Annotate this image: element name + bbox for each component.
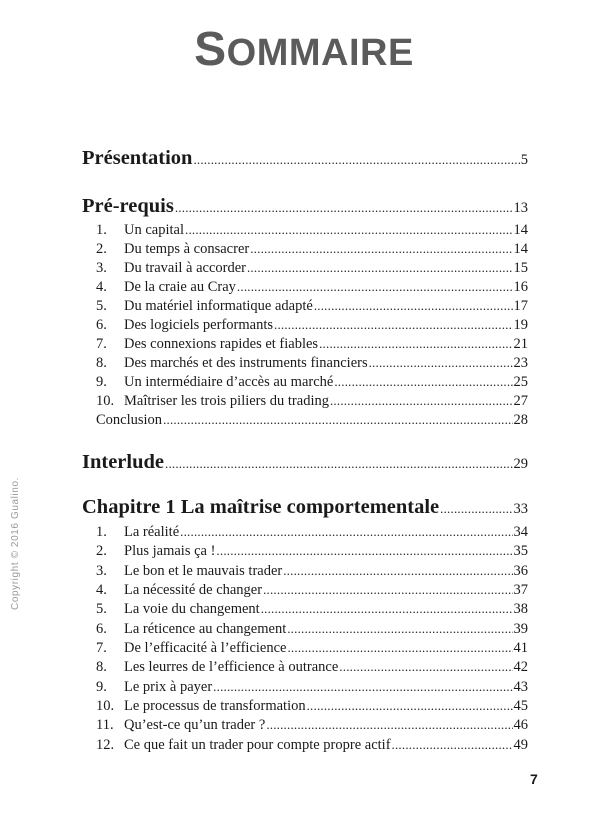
toc-item[interactable] xyxy=(96,679,528,696)
item-page: 17 xyxy=(513,298,528,314)
item-page: 27 xyxy=(513,393,528,409)
item-number: 11. xyxy=(96,717,114,733)
item-title: Conclusion xyxy=(96,412,163,428)
item-number: 4. xyxy=(96,279,107,295)
toc-item[interactable] xyxy=(96,317,528,334)
item-page: 14 xyxy=(513,222,528,238)
section-page: 13 xyxy=(513,200,528,216)
toc-item[interactable] xyxy=(96,260,528,277)
item-title: Du travail à accorder xyxy=(124,260,246,276)
item-number: 5. xyxy=(96,601,107,617)
dot-leader xyxy=(274,317,513,333)
item-title: Maîtriser les trois piliers du trading xyxy=(124,393,329,409)
item-page: 34 xyxy=(513,524,528,540)
dot-leader xyxy=(307,698,513,714)
item-title: La réticence au changement xyxy=(124,621,287,637)
toc-item[interactable] xyxy=(96,241,528,258)
dot-leader xyxy=(263,582,512,598)
dot-leader xyxy=(193,152,519,168)
toc-item-conclusion[interactable] xyxy=(96,412,528,429)
dot-leader xyxy=(330,393,513,409)
item-title: La réalité xyxy=(124,524,180,540)
item-title: Un capital xyxy=(124,222,184,238)
item-title: Des connexions rapides et fiables xyxy=(124,336,319,352)
section-title: Interlude xyxy=(82,451,164,473)
item-page: 16 xyxy=(513,279,528,295)
item-page: 42 xyxy=(513,659,528,675)
toc-item[interactable] xyxy=(96,563,528,580)
dot-leader xyxy=(237,279,513,295)
dot-leader xyxy=(339,659,512,675)
dot-leader xyxy=(287,621,512,637)
item-title: La nécessité de changer xyxy=(124,582,263,598)
toc-section-presentation[interactable] xyxy=(82,147,528,170)
dot-leader xyxy=(334,374,512,390)
item-title: Des marchés et des instruments financiers xyxy=(124,355,368,371)
item-title: Du matériel informatique adapté xyxy=(124,298,313,314)
item-number: 2. xyxy=(96,543,107,559)
toc-item[interactable] xyxy=(96,336,528,353)
item-title: Les leurres de l’efficience à outrance xyxy=(124,659,339,675)
item-title: Des logiciels performants xyxy=(124,317,273,333)
item-number: 8. xyxy=(96,659,107,675)
item-number: 5. xyxy=(96,298,107,314)
item-page: 36 xyxy=(513,563,528,579)
dot-leader xyxy=(185,222,513,238)
page-number: 7 xyxy=(530,771,538,787)
dot-leader xyxy=(319,336,512,352)
item-number: 7. xyxy=(96,640,107,656)
item-page: 39 xyxy=(513,621,528,637)
toc-item[interactable] xyxy=(96,717,528,734)
item-page: 43 xyxy=(513,679,528,695)
toc-item[interactable] xyxy=(96,279,528,296)
dot-leader xyxy=(247,260,513,276)
dot-leader xyxy=(287,640,512,656)
item-title: Le processus de transformation xyxy=(124,698,306,714)
toc-item[interactable] xyxy=(96,621,528,638)
dot-leader xyxy=(369,355,513,371)
section-title: Pré-requis xyxy=(82,195,174,217)
item-title: De l’efficacité à l’efficience xyxy=(124,640,287,656)
toc-item[interactable] xyxy=(96,737,528,754)
item-page: 14 xyxy=(513,241,528,257)
item-title: Du temps à consacrer xyxy=(124,241,250,257)
toc-item[interactable] xyxy=(96,524,528,541)
item-title: Qu’est-ce qu’un trader ? xyxy=(124,717,266,733)
item-number: 3. xyxy=(96,563,107,579)
item-title: Le prix à payer xyxy=(124,679,213,695)
dot-leader xyxy=(213,679,512,695)
dot-leader xyxy=(175,200,513,216)
item-page: 38 xyxy=(513,601,528,617)
toc-section-prerequis[interactable] xyxy=(82,195,528,218)
item-number: 7. xyxy=(96,336,107,352)
toc-section-chapitre-1[interactable] xyxy=(82,496,528,519)
item-number: 10. xyxy=(96,393,115,409)
item-number: 9. xyxy=(96,679,107,695)
section-title: Chapitre 1 La maîtrise comportementale xyxy=(82,496,440,518)
item-page: 46 xyxy=(513,717,528,733)
dot-leader xyxy=(261,601,513,617)
item-page: 19 xyxy=(513,317,528,333)
dot-leader xyxy=(180,524,512,540)
item-page: 23 xyxy=(513,355,528,371)
item-page: 45 xyxy=(513,698,528,714)
dot-leader xyxy=(250,241,512,257)
toc-item[interactable] xyxy=(96,582,528,599)
toc-section-interlude[interactable] xyxy=(82,451,528,474)
dot-leader xyxy=(163,412,512,428)
item-number: 4. xyxy=(96,582,107,598)
item-page: 41 xyxy=(513,640,528,656)
item-page: 35 xyxy=(513,543,528,559)
item-page: 28 xyxy=(513,412,528,428)
section-title: Présentation xyxy=(82,147,193,169)
item-page: 21 xyxy=(513,336,528,352)
page-title xyxy=(0,22,608,77)
toc-item[interactable] xyxy=(96,601,528,618)
item-number: 2. xyxy=(96,241,107,257)
item-number: 6. xyxy=(96,317,107,333)
dot-leader xyxy=(392,737,513,753)
item-number: 10. xyxy=(96,698,115,714)
copyright-notice: Copyright © 2016 Gualino. xyxy=(10,477,21,610)
toc-item[interactable] xyxy=(96,355,528,372)
dot-leader xyxy=(314,298,513,314)
toc-item[interactable] xyxy=(96,393,528,410)
toc-item[interactable] xyxy=(96,640,528,657)
item-page: 49 xyxy=(513,737,528,753)
item-number: 6. xyxy=(96,621,107,637)
item-number: 1. xyxy=(96,524,107,540)
item-number: 9. xyxy=(96,374,107,390)
dot-leader xyxy=(216,543,512,559)
toc-item[interactable] xyxy=(96,222,528,239)
toc-item[interactable] xyxy=(96,374,528,391)
item-number: 8. xyxy=(96,355,107,371)
toc-item[interactable] xyxy=(96,698,528,715)
item-number: 12. xyxy=(96,737,115,753)
dot-leader xyxy=(266,717,512,733)
dot-leader xyxy=(165,456,513,472)
toc-item[interactable] xyxy=(96,659,528,676)
item-title: Le bon et le mauvais trader xyxy=(124,563,283,579)
section-page: 33 xyxy=(513,501,528,517)
item-number: 1. xyxy=(96,222,107,238)
dot-leader xyxy=(440,501,512,517)
dot-leader xyxy=(283,563,512,579)
title-rest: OMMAIRE xyxy=(226,32,414,74)
item-title: Ce que fait un trader pour compte propre actif xyxy=(124,737,391,753)
title-initial: S xyxy=(194,23,227,76)
item-title: Plus jamais ça ! xyxy=(124,543,216,559)
item-title: Un intermédiaire d’accès au marché xyxy=(124,374,334,390)
toc-item[interactable] xyxy=(96,298,528,315)
section-page: 5 xyxy=(520,152,528,168)
item-page: 25 xyxy=(513,374,528,390)
item-title: De la craie au Cray xyxy=(124,279,236,295)
item-number: 3. xyxy=(96,260,107,276)
toc-item[interactable] xyxy=(96,543,528,560)
item-page: 37 xyxy=(513,582,528,598)
item-title: La voie du changement xyxy=(124,601,260,617)
item-page: 15 xyxy=(513,260,528,276)
section-page: 29 xyxy=(513,456,528,472)
